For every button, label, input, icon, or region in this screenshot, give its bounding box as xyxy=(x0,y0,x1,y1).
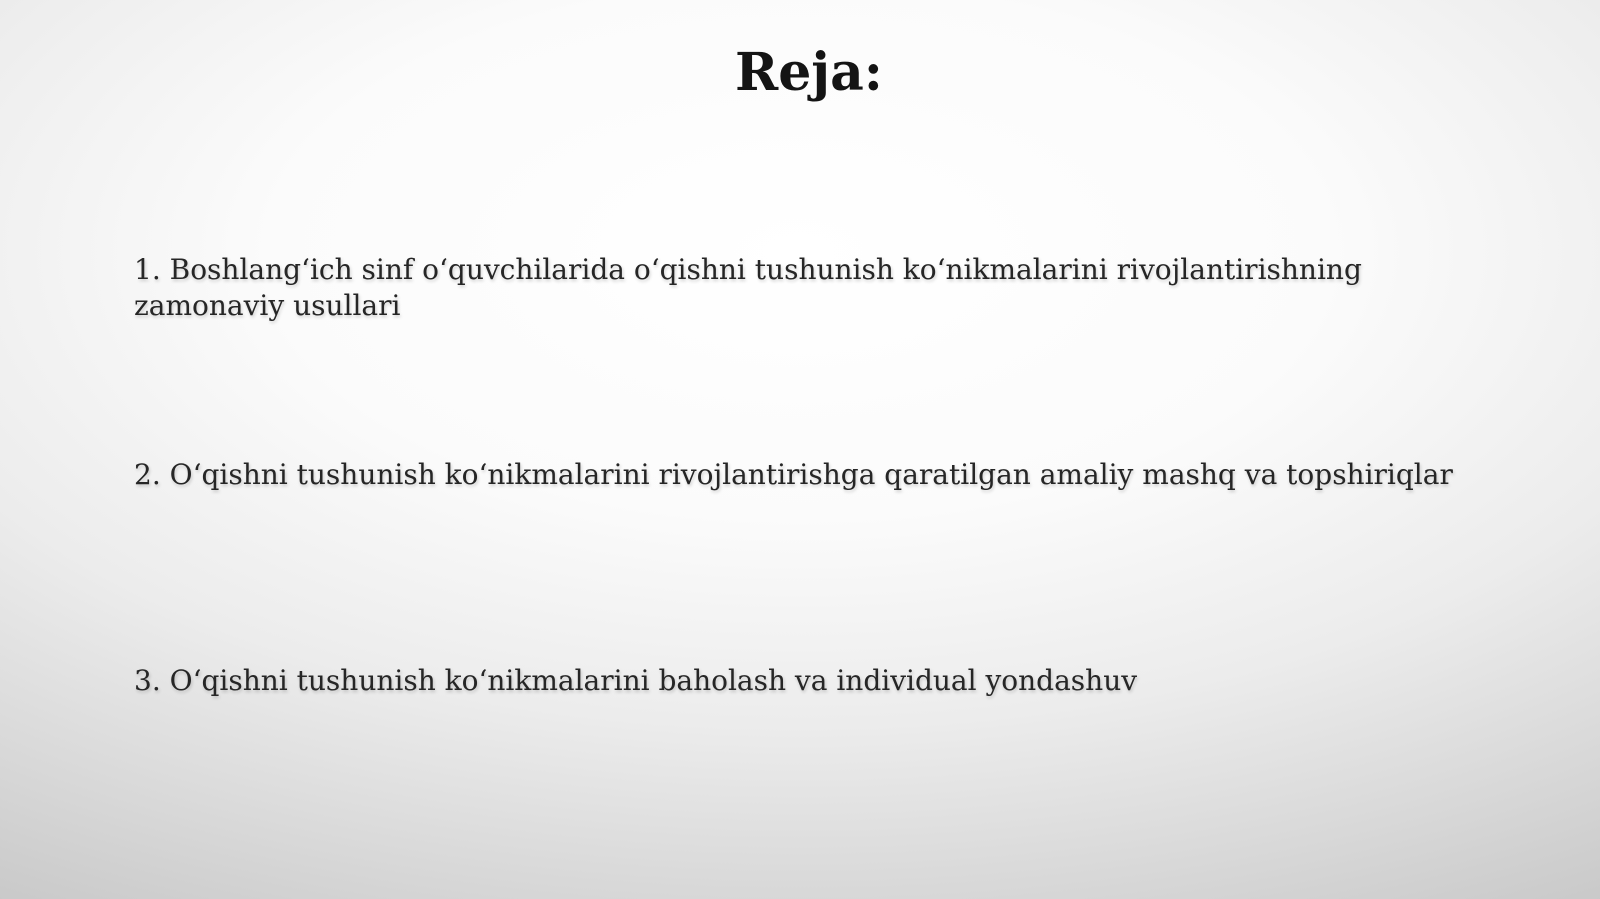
plan-item-2: 2. O‘qishni tushunish ko‘nikmalarini rivojlantirishga qaratilgan amaliy mashq va topshiriqlar xyxy=(134,458,1453,491)
plan-item-1: 1. Boshlang‘ich sinf o‘quvchilarida o‘qishni tushunish ko‘nikmalarini rivojlantirishning zamonaviy usullari xyxy=(134,253,1362,322)
plan-item-3: 3. O‘qishni tushunish ko‘nikmalarini baholash va individual yondashuv xyxy=(134,664,1138,697)
slide-title: Reja: xyxy=(734,42,883,103)
